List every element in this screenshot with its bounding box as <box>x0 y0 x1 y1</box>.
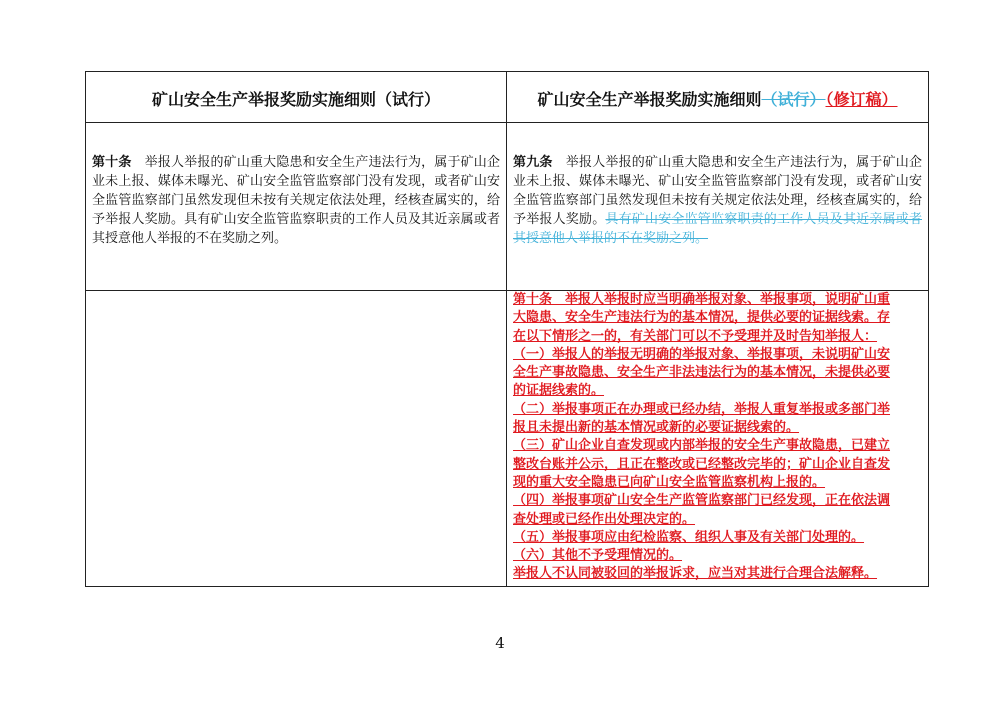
new-article-line: 大隐患、安全生产违法行为的基本情况，提供必要的证据线索。存 <box>513 310 891 326</box>
right-new-article-cell <box>507 291 929 587</box>
left-article-text <box>86 123 506 248</box>
left-header-cell <box>86 72 507 123</box>
right-title <box>507 85 928 110</box>
right-title-deleted: （试行） <box>761 89 826 109</box>
new-article-line: 第十条 举报人举报时应当明确举报对象、举报事项，说明矿山重 <box>513 292 891 307</box>
new-article-line: 在以下情形之一的，有关部门可以不予受理并及时告知举报人： <box>513 328 878 344</box>
left-article-body: 举报人举报的矿山重大隐患和安全生产违法行为，属于矿山企业未上报、媒体未曝光、矿山安全监管监察部门没有发现，或者矿山安全监管监察部门虽然发现但未按有关规定依法处理，经核查属实的，给予举报人奖励。具有矿山安全监管监察职责的工作人员及其近亲属或者其授意他人举报的不在奖励之列。 <box>92 155 500 246</box>
right-article-text <box>507 123 928 248</box>
right-title-inserted: （修订稿） <box>825 89 898 109</box>
new-article-line: 的证据线索的。 <box>513 383 605 399</box>
left-empty-cell <box>86 291 507 587</box>
new-article-line: 全生产事故隐患、安全生产非法违法行为的基本情况，未提供必要 <box>513 365 891 381</box>
right-article-body: 举报人举报的矿山重大隐患和安全生产违法行为，属于矿山企业未上报、媒体未曝光、矿山安全监管监察部门没有发现，或者矿山安全监管监察部门虽然发现但未按有关规定依法处理，经核查属实的，给予举报人奖励。 <box>513 155 922 227</box>
left-article-cell <box>86 123 507 291</box>
new-article-line: 举报人不认同被驳回的举报诉求，应当对其进行合理合法解释。 <box>513 566 878 582</box>
header-row <box>86 72 929 123</box>
right-title-main: 矿山安全生产举报奖励实施细则 <box>537 89 762 109</box>
new-article-line: （四）举报事项矿山安全生产监管监察部门已经发现，正在依法调 <box>513 493 891 509</box>
new-article-line: （五）举报事项应由纪检监察、组织人事及有关部门处理的。 <box>513 529 865 545</box>
left-title: 矿山安全生产举报奖励实施细则（试行） <box>151 89 440 109</box>
right-article-cell <box>507 123 929 291</box>
new-article-line: （一）举报人的举报无明确的举报对象、举报事项，未说明矿山安 <box>513 346 891 362</box>
left-article-number: 第十条 <box>92 155 132 170</box>
new-article-block <box>507 291 928 584</box>
article-row-2 <box>86 291 929 587</box>
new-article-line: （二）举报事项正在办理或已经办结，举报人重复举报或多部门举 <box>513 401 891 417</box>
page-number: 4 <box>495 634 505 652</box>
right-header-cell <box>507 72 929 123</box>
right-article-number: 第九条 <box>513 155 553 170</box>
article-row-1 <box>86 123 929 291</box>
new-article-line: （六）其他不予受理情况的。 <box>513 548 683 564</box>
new-article-line: （三）矿山企业自查发现或内部举报的安全生产事故隐患，已建立 <box>513 438 891 454</box>
new-article-line: 报且未提出新的基本情况或新的必要证据线索的。 <box>513 420 800 436</box>
new-article-line: 整改台账并公示，且正在整改或已经整改完毕的；矿山企业自查发 <box>513 456 891 472</box>
comparison-table <box>85 71 929 587</box>
new-article-line: 现的重大安全隐患已向矿山安全监管监察机构上报的。 <box>513 474 826 490</box>
right-deleted-text: 具有矿山安全监管监察职责的工作人员及其近亲属或者其授意他人举报的不在奖励之列。 <box>513 212 922 246</box>
new-article-line: 查处理或已经作出处理决定的。 <box>513 511 696 527</box>
